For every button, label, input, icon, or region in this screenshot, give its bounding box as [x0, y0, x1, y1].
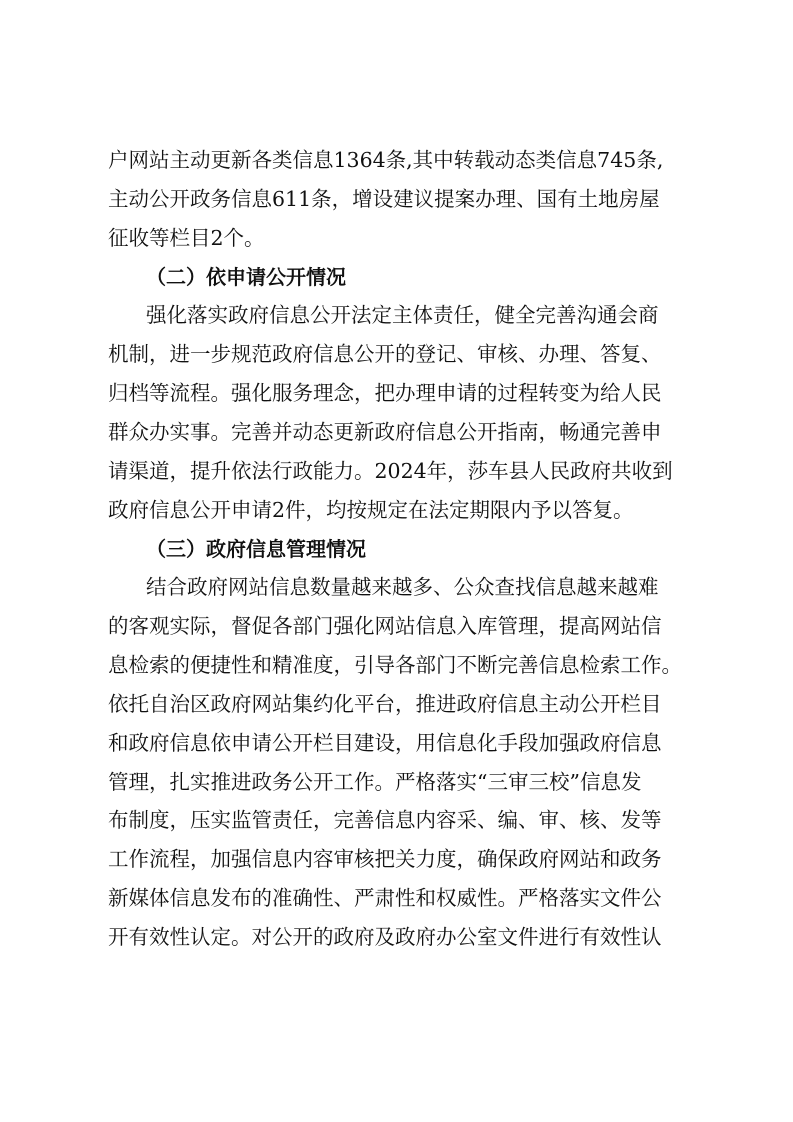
- paragraph-line: 群众办实事。完善并动态更新政府信息公开指南，畅通完善申: [108, 419, 662, 444]
- paragraph-line: 机制，进一步规范政府信息公开的登记、审核、办理、答复、: [108, 342, 662, 367]
- paragraph-first-line: 结合政府网站信息数量越来越多、公众查找信息越来越难: [146, 575, 659, 600]
- section-heading: （三）政府信息管理情况: [146, 536, 366, 561]
- section-heading: （二）依申请公开情况: [146, 264, 346, 289]
- paragraph-line: 依托自治区政府网站集约化平台，推进政府信息主动公开栏目: [108, 691, 662, 716]
- paragraph-line: 主动公开政务信息611条，增设建议提案办理、国有土地房屋: [108, 186, 660, 211]
- paragraph-line: 息检索的便捷性和精准度，引导各部门不断完善信息检索工作。: [108, 653, 682, 678]
- paragraph-line: 工作流程，加强信息内容审核把关力度，确保政府网站和政务: [108, 847, 662, 872]
- paragraph-line: 户网站主动更新各类信息1364条,其中转载动态类信息745条,: [108, 148, 664, 172]
- paragraph-line: 请渠道，提升依法行政能力。2024年，莎车县人民政府共收到: [108, 458, 673, 483]
- paragraph-first-line: 强化落实政府信息公开法定主体责任，健全完善沟通会商: [146, 303, 659, 328]
- paragraph-line: 的客观实际，督促各部门强化网站信息入库管理，提高网站信: [108, 614, 662, 639]
- paragraph-line: 征收等栏目2个。: [108, 225, 265, 250]
- paragraph-line: 新媒体信息发布的准确性、严肃性和权威性。严格落实文件公: [108, 886, 662, 911]
- paragraph-line: 开有效性认定。对公开的政府及政府办公室文件进行有效性认: [108, 925, 662, 949]
- paragraph-line: 和政府信息依申请公开栏目建设，用信息化手段加强政府信息: [108, 730, 662, 755]
- paragraph-line: 布制度，压实监管责任，完善信息内容采、编、审、核、发等: [108, 808, 662, 833]
- paragraph-line: 政府信息公开申请2件，均按规定在法定期限内予以答复。: [108, 497, 634, 522]
- paragraph-line: 管理，扎实推进政务公开工作。严格落实“三审三校”信息发: [108, 769, 642, 794]
- paragraph-line: 归档等流程。强化服务理念，把办理申请的过程转变为给人民: [108, 381, 662, 406]
